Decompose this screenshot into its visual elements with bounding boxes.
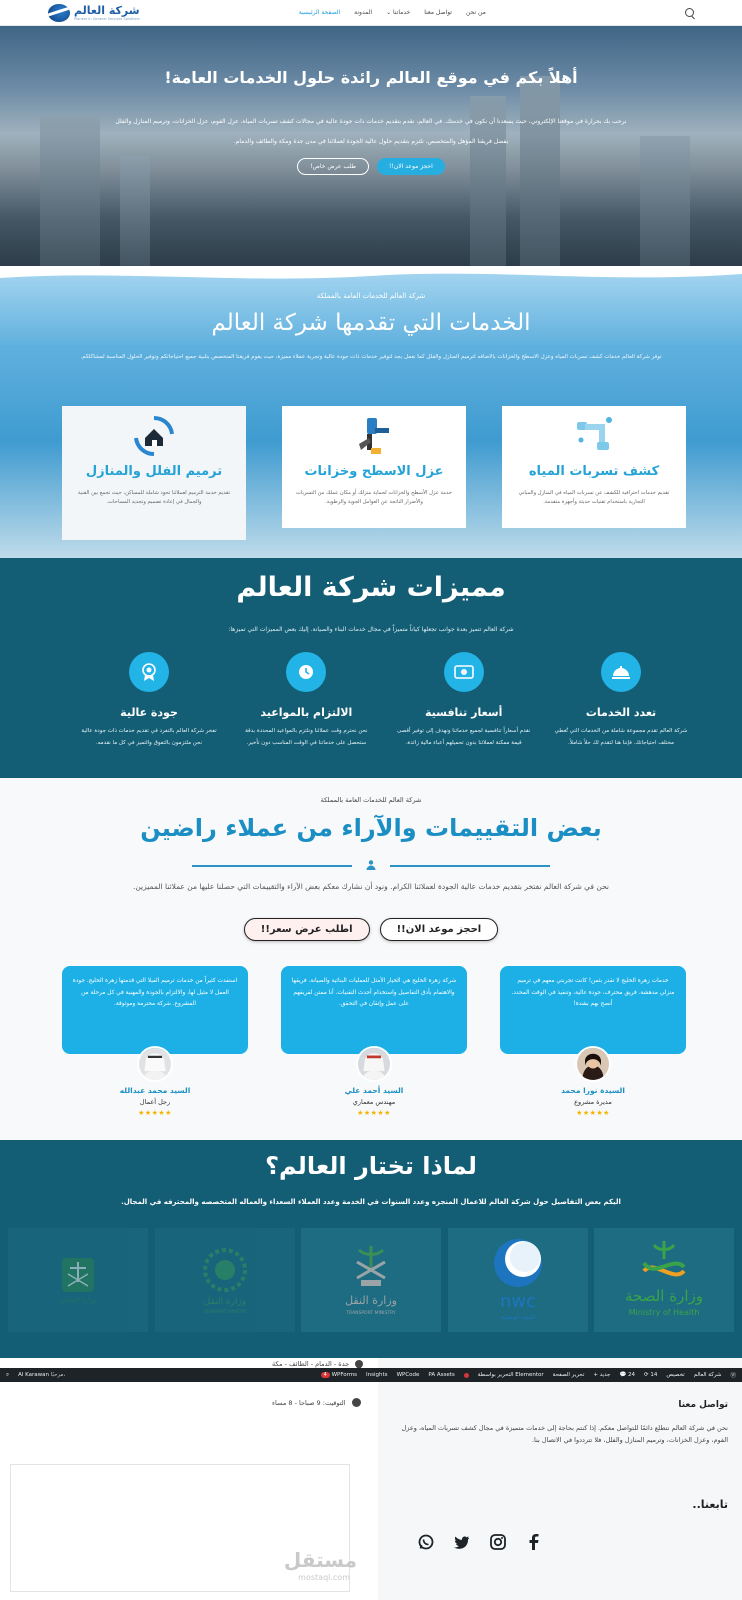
review-card — [62, 966, 248, 1117]
feature-text: شركة العالم تقدم مجموعة شاملة من الخدمات التي تُغطي مختلف احتياجاتك. فإننا هنا لتقدم لك حلاً شاملاً. — [554, 728, 688, 746]
partner-logo-name: وزارة النقل — [345, 1294, 397, 1307]
chevron-down-icon: ⌄ — [386, 9, 392, 16]
admin-customize[interactable]: تخصيص — [666, 1372, 685, 1378]
wpforms-label: WPForms — [331, 1372, 358, 1378]
status-dot-icon — [464, 1373, 469, 1378]
cities-text: جدة - الدمام - الطائف - مكة — [272, 1360, 350, 1368]
follow-us-heading: تابعنا.. — [692, 1498, 728, 1511]
reviewer-role: مهندس معماري — [352, 1098, 396, 1106]
admin-edit-page[interactable]: تحرير الصفحة — [552, 1372, 585, 1378]
house-renovation-icon — [133, 414, 175, 458]
services-cards — [62, 406, 686, 540]
partner-logo-name: nwc — [499, 1291, 536, 1312]
user-account-menu[interactable] — [18, 1372, 65, 1378]
saudi-emblem-icon — [48, 1252, 108, 1308]
hero-text-line-2: بفضل فريقنا المؤهل والمتخصص، نلتزم بتقديم حلول عالية الجودة لعملائنا في مدن جدة ومكة والطائف والدمام. — [233, 138, 509, 145]
admin-edit-elementor[interactable]: التحرير بواسطة Elementor — [477, 1372, 544, 1378]
service-card-renovation[interactable] — [62, 406, 246, 540]
avatar — [356, 1046, 392, 1082]
twitter-icon[interactable] — [454, 1534, 470, 1550]
features-list — [80, 652, 690, 749]
feature-title: الالتزام بالمواعيد — [260, 706, 353, 719]
wordpress-logo-icon[interactable]: Ⓦ — [730, 1373, 736, 1379]
updates-count: 14 — [650, 1372, 658, 1378]
services-title: الخدمات التي تقدمها شركة العالم — [211, 310, 531, 336]
feature-text: نقدم أسعاراً تنافسية لجميع خدماتنا ونهدف إلى توفير أقصى قيمة ممكنة لعملائنا بدون تحميلهم أعباء مالية زائدة. — [397, 728, 531, 746]
admin-comments[interactable]: 💬 24 — [619, 1372, 636, 1378]
cities-row — [272, 1360, 363, 1368]
service-text: خدمة عزل الأسطح والخزانات لحماية منزلك أو مكان عملك من التسربات والأضرار الناتجة عن العوامل الجوية والرطوبة. — [296, 490, 452, 505]
hero-buttons — [0, 158, 742, 175]
services-section — [0, 266, 742, 558]
logo-globe-icon — [48, 4, 70, 22]
divider-line — [390, 865, 550, 867]
service-title: ترميم الفلل والمنازل — [85, 464, 223, 479]
site-logo[interactable] — [48, 4, 140, 22]
service-bell-icon — [601, 652, 641, 692]
transport-ministry-icon — [185, 1244, 265, 1316]
request-quote-button[interactable]: اطلب عرض سعر!! — [244, 918, 370, 941]
review-text: خدمات زهرة الخليج لا تقدر بثمن! كانت تجربتي معهم في ترميم منزلي مدهشة. فريق محترف، جودة عالية، وتنفيذ في الوقت المحدد. أنصح بهم بشدة! — [500, 966, 686, 1054]
person-icon — [365, 860, 377, 870]
contact-text: نحن في شركة العالم نتطلع دائمًا للتواصل معكم. إذا كنتم بحاجة إلى خدمات متميزة في مجال كشف تسربات المياه، وعزل الفوم، وعزل الخزانات، وترميم المنازل والفلل، فلا تترددوا في الاتصال بنا. — [401, 1424, 728, 1444]
book-appointment-button[interactable]: احجز موعد الان!! — [380, 918, 499, 941]
admin-pa-assets[interactable]: PA Assets — [428, 1372, 455, 1378]
partner-logo-health — [594, 1228, 734, 1332]
service-text: تقديم خدمات احترافية للكشف عن تسربات المياه في المنازل والمباني التجارية باستخدام تقنيات حديثة وأجهزة متقدمة. — [518, 490, 670, 505]
menu-item-contact[interactable]: تواصل معنا — [424, 9, 452, 16]
admin-bar-right — [321, 1371, 736, 1379]
testimonials-title: بعض التقييمات والآراء من عملاء راضين — [140, 814, 602, 842]
menu-item-services-label: خدماتنا — [393, 9, 411, 16]
reviewer-name: السيدة نورا محمد — [561, 1086, 625, 1095]
admin-new-label: جديد — [599, 1372, 611, 1378]
star-rating: ★★★★★ — [357, 1109, 391, 1117]
ministry-of-health-icon — [614, 1235, 714, 1325]
pipe-leak-icon — [573, 414, 615, 458]
contact-info-panel — [378, 1358, 742, 1600]
partner-logo-subname: TRANSPORT MINISTRY — [202, 1309, 247, 1314]
admin-updates[interactable]: ⟳ 14 — [644, 1372, 658, 1378]
partner-logo-nwc — [448, 1228, 588, 1332]
features-title: مميزات شركة العالم — [236, 572, 506, 603]
clock-icon — [352, 1398, 361, 1407]
search-icon[interactable]: ⌕ — [6, 1371, 10, 1378]
testimonials-buttons — [0, 918, 742, 941]
star-rating: ★★★★★ — [576, 1109, 610, 1117]
testimonials-eyebrow: شركة العالم للخدمات العامة بالمملكة — [320, 796, 422, 804]
top-navigation — [0, 0, 742, 26]
menu-item-blog[interactable]: المدونة — [354, 9, 373, 16]
award-badge-icon — [129, 652, 169, 692]
divider-line — [192, 865, 352, 867]
admin-wpforms[interactable] — [321, 1372, 357, 1378]
service-title: عزل الاسطح وخزانات — [304, 464, 444, 479]
clock-icon — [286, 652, 326, 692]
admin-greeting: مرحبًا، — [50, 1372, 66, 1378]
hero-text-line-1: نرحب بك بحرارة في موقعنا الإلكتروني، حيث يسعدنا أن نكون في خدمتك. في العالم، نقدم بتقديم خدمات ذات جودة عالية في مجالات كشف تسربات المياه، عزل الفوم، عزل الخزانات، وترميم المنازل والفلل — [115, 118, 627, 125]
transport-ministry-icon — [331, 1240, 411, 1320]
partner-logo-transport-2 — [155, 1228, 295, 1332]
star-rating: ★★★★★ — [138, 1109, 172, 1117]
contact-section — [0, 1358, 742, 1600]
partner-logos — [8, 1228, 734, 1332]
service-text: تقديم خدمة الترميم لعملائنا تحوذ شاملة للمساكن، حيث نجمع بين الفنية والجمال في إعادة تصميم وتجديد المساحات. — [77, 490, 231, 505]
hours-row — [272, 1398, 361, 1407]
money-icon — [444, 652, 484, 692]
logo-text — [74, 4, 140, 21]
review-card — [500, 966, 686, 1117]
features-section — [0, 558, 742, 778]
feature-item — [552, 652, 690, 749]
hero-title: أهلاً بكم في موقع العالم رائدة حلول الخدمات العامة! — [164, 68, 578, 87]
hero-text — [48, 112, 694, 152]
reviewer-role: رجل أعمال — [139, 1098, 171, 1106]
partner-logo-subname: المياه الوطنية — [500, 1314, 535, 1321]
nwc-water-icon — [483, 1235, 553, 1325]
feature-item — [395, 652, 533, 749]
avatar — [575, 1046, 611, 1082]
watermark-url: mostaql.com — [298, 1573, 350, 1582]
review-text: شركة زهرة الخليج هي الخيار الأمثل للعمليات البنائية والصيانة. فريقها والاهتمام بأدق التفاصيل واستخدام أحدث التقنيات. أنا ممتن لفريقهم على عمل وإتقان في التحقق. — [281, 966, 467, 1054]
review-card — [281, 966, 467, 1117]
contact-title: تواصل معنا — [678, 1400, 728, 1410]
avatar — [137, 1046, 173, 1082]
wp-admin-bar — [0, 1368, 742, 1382]
partner-logo-housing — [8, 1228, 148, 1332]
testimonials-description: نحن في شركة العالم نفتخر بتقديم خدمات عالية الجودة لعملائنا الكرام. ونود أن نشارك معكم بعض الآراء والتقييمات التي حصلنا عليها من عملائنا المميزين. — [132, 882, 610, 891]
logo-subtitle: Pioneer in General Services Solutions — [74, 17, 140, 21]
admin-insights[interactable]: Insights — [366, 1372, 388, 1378]
social-links — [418, 1534, 542, 1550]
book-appointment-button[interactable]: احجز موعد الان!! — [377, 158, 445, 175]
whatsapp-icon[interactable] — [418, 1534, 434, 1550]
watermark-logo: مستقل — [283, 1548, 357, 1572]
partner-logo-subname: Ministry of Health — [628, 1308, 700, 1317]
reviewer-name: السيد أحمد علي — [344, 1086, 404, 1095]
search-icon[interactable] — [685, 8, 694, 17]
feature-text: تفخر شركة العالم بالتفرد في تقديم خدمات ذات جودة عالية نحن ملتزمون بالتفوق والتميز في كل ما نقدمه. — [81, 728, 217, 746]
feature-title: تعدد الخدمات — [585, 706, 657, 719]
facebook-icon[interactable] — [526, 1534, 542, 1550]
logo-title: شركة العالم — [74, 4, 140, 17]
admin-site-name[interactable]: شركة العالم — [693, 1372, 722, 1378]
partner-logo-name: وزارة النقل — [203, 1297, 246, 1307]
why-subtitle: اليكم بعض التفاصيل حول شركة العالم للاعمال المنجزه وعدد السنوات في الخدمة وعدد العملاء السعداء والعماله المتخصصه والمحترفه في المجال. — [121, 1198, 621, 1206]
menu-item-home[interactable]: الصفحة الرئيسية — [298, 9, 341, 16]
feature-title: جودة عالية — [120, 706, 178, 719]
partner-logo-transport — [301, 1228, 441, 1332]
partner-logo-name: وزارة الصحة — [625, 1287, 703, 1305]
service-card-roof-insulation[interactable] — [282, 406, 466, 528]
wpforms-count-badge: 4 — [321, 1372, 330, 1378]
spray-gun-icon — [353, 414, 395, 458]
instagram-icon[interactable] — [490, 1534, 506, 1550]
hero-section — [0, 26, 742, 266]
feature-item — [237, 652, 375, 749]
special-offer-button[interactable]: طلب عرض خاص! — [297, 158, 369, 175]
admin-wpcode[interactable]: WPCode — [396, 1372, 420, 1378]
testimonials-section — [0, 778, 742, 1140]
comments-count: 24 — [628, 1372, 636, 1378]
reviewer-role: مديرة مشروع — [574, 1098, 612, 1106]
menu-item-services[interactable] — [386, 9, 410, 16]
admin-bar-left — [6, 1372, 65, 1379]
feature-item — [80, 652, 218, 749]
review-text: استفدت كثيراً من خدمات ترميم الفيلا التي قدمتها زهرة الخليج. جودة العمل لا مثيل لها، والالتزام بالجودة والمهنية في كل مرحلة من المشروع. شركة محترمة وموثوقة. — [62, 966, 248, 1054]
services-description: توفر شركة العالم خدمات كشف تسربات المياه وعزل الاسطح والخزانات بالاضافه لترميم المنازل والفلل كما نعمل بجد لتوفير خدمات ذات جودة عالية وتجربة عملاء مميزة، حيث يقوم فريقنا المتخصص بتلبية جميع احتياجاتكم وتوفير الحلول المناسبة لمشاكلكم. — [80, 354, 662, 360]
title-divider — [192, 860, 550, 870]
reviewer-name: السيد محمد عبدالله — [119, 1086, 191, 1095]
feature-title: أسعار تنافسية — [424, 706, 503, 719]
service-title: كشف تسربات المياه — [528, 464, 660, 479]
partner-logo-name: وزارة الإسكان — [60, 1297, 96, 1304]
skyline-building — [640, 136, 690, 266]
menu-item-about[interactable]: من نحن — [465, 9, 486, 16]
reviews-list — [62, 966, 686, 1117]
admin-new[interactable]: + جديد — [593, 1372, 611, 1378]
feature-text: نحن نحترم وقت عملائنا ونلتزم بالمواعيد المحددة بدقة ستحصل على خدماتنا في الوقت المناسب دون تأخير. — [245, 728, 368, 746]
why-choose-section — [0, 1140, 742, 1358]
features-subtitle: شركة العالم تتميز بعدة جوانب تجعلها كياناً متميزاً في مجال خدمات البناء والصيانة. إليك بعض المميزات التي تميزها: — [228, 626, 514, 633]
wave-divider — [0, 266, 742, 286]
hours-text: التوقيت: 9 صباحا - 8 مساء — [272, 1398, 346, 1407]
main-menu — [299, 9, 486, 16]
admin-user-name: Al Karawan — [18, 1372, 49, 1378]
partner-logo-subname: TRANSPORT MINISTRY — [346, 1311, 396, 1316]
why-title: لماذا تختار العالم؟ — [265, 1152, 477, 1180]
services-eyebrow: شركة العالم للخدمات العامة بالمملكة — [316, 292, 426, 300]
service-card-leak-detection[interactable] — [502, 406, 686, 528]
